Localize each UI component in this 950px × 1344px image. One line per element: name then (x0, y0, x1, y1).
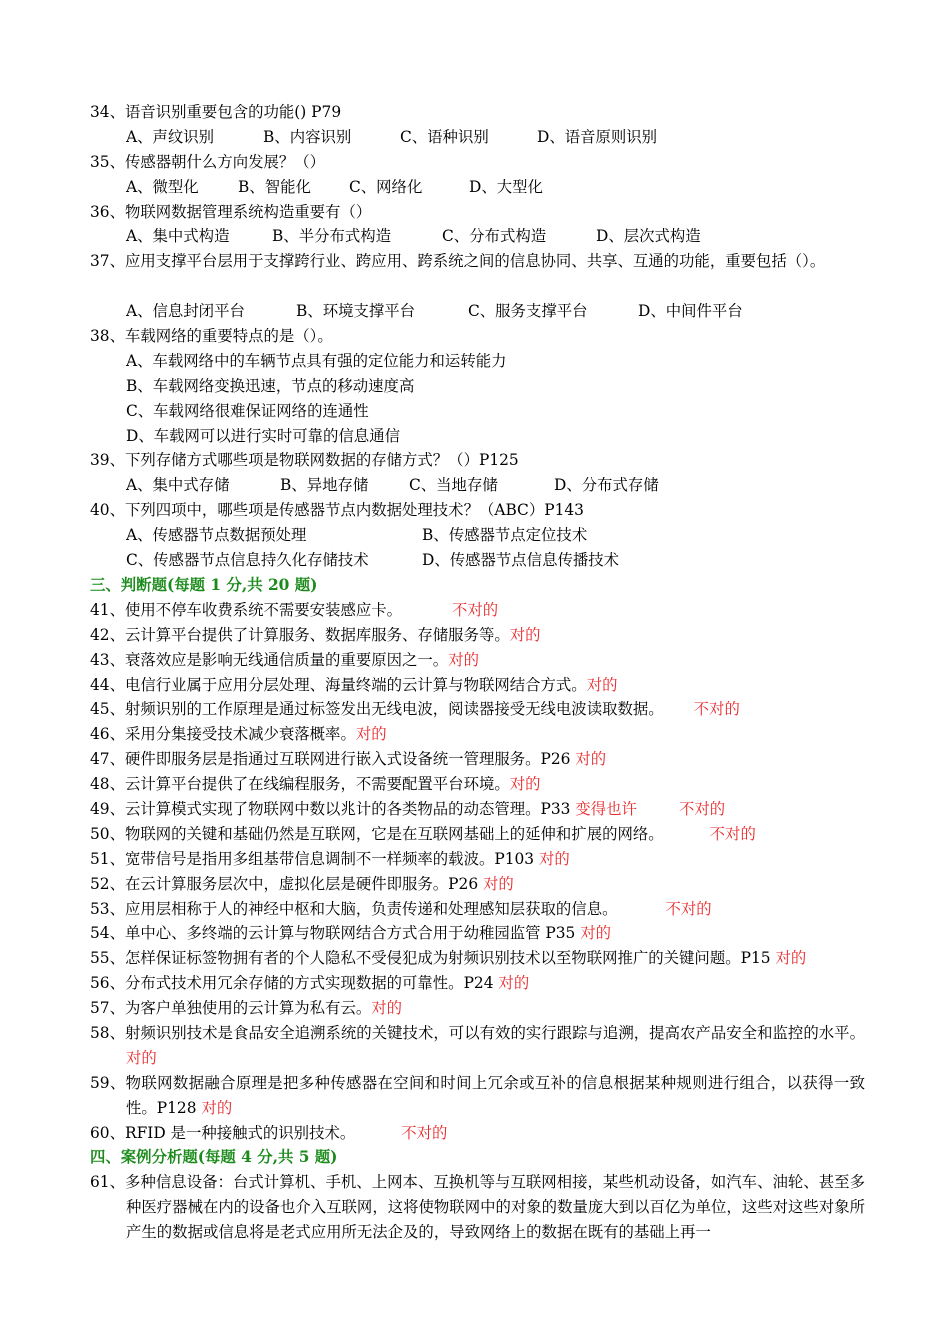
judge-answer: 变得也许 (575, 799, 637, 818)
question-40-options-row1 (90, 523, 865, 548)
option-c: C、服务支撑平台 (468, 302, 588, 321)
judge-text: 43、衰落效应是影响无线通信质量的重要原因之一。 (90, 650, 449, 669)
question-35-options (90, 175, 865, 200)
option-d: D、层次式构造 (596, 227, 701, 246)
judge-48 (90, 772, 865, 797)
judge-answer: 对的 (575, 750, 607, 769)
option-d: D、语音原则识别 (537, 127, 658, 146)
judge-56 (90, 971, 865, 996)
judge-57 (90, 996, 865, 1021)
judge-50 (90, 822, 865, 847)
judge-text: 42、云计算平台提供了计算服务、数据库服务、存储服务等。 (90, 625, 510, 644)
judge-44 (90, 673, 865, 698)
option-a: A、微型化 (126, 177, 199, 196)
judge-53 (90, 897, 865, 922)
option-c: C、车载网络很难保证网络的连通性 (126, 401, 369, 420)
judge-answer: 对的 (509, 625, 541, 644)
judge-text: 48、云计算平台提供了在线编程服务，不需要配置平台环境。 (90, 775, 510, 794)
option-a: A、集中式存储 (126, 476, 230, 495)
option-c: C、传感器节点信息持久化存储技术 (126, 551, 369, 570)
judge-text: 55、怎样保证标签物拥有者的个人隐私不受侵犯成为射频识别技术以至物联网推广的关键问题。P15 (90, 949, 771, 968)
judge-text: 54、单中心、多终端的云计算与物联网结合方式合用于幼稚园监管 P35 (90, 924, 576, 943)
question-61-text: 61、多种信息设备：台式计算机、手机、上网本、互换机等与互联网相接，某些机动设备，如汽车、油轮、甚至多种医疗器械在内的设备也介入互联网，这将使物联网中的对象的数量庞大到以百亿为单位，这些对这些对象所产生的数据或信息将是老式应用所无法企及的，导致网络上的数据在既有的基础上再一 (90, 1173, 865, 1242)
judge-text: 47、硬件即服务层是指通过互联网进行嵌入式设备统一管理服务。P26 (90, 750, 571, 769)
option-a: A、声纹识别 (126, 127, 215, 146)
option-a: A、信息封闭平台 (126, 302, 245, 321)
question-38-stem: 38、车载网络的重要特点的是（）。 (90, 327, 333, 346)
judge-42 (90, 623, 865, 648)
question-40-stem: 40、下列四项中，哪些项是传感器节点内数据处理技术？（ABC）P143 (90, 501, 584, 520)
judge-59 (90, 1071, 865, 1121)
judge-60 (90, 1121, 865, 1146)
judge-52 (90, 872, 865, 897)
judge-58 (90, 1021, 865, 1071)
option-b: B、传感器节点定位技术 (422, 526, 588, 545)
judge-answer: 对的 (371, 999, 403, 1018)
question-39-options (90, 473, 865, 498)
judge-answer: 对的 (498, 974, 530, 993)
judge-answer: 对的 (775, 949, 807, 968)
option-c: C、网络化 (349, 177, 423, 196)
option-a: A、传感器节点数据预处理 (126, 526, 307, 545)
question-36-options (90, 224, 865, 249)
judge-answer: 不对的 (401, 1123, 448, 1142)
judge-51 (90, 847, 865, 872)
option-c: C、当地存储 (409, 476, 498, 495)
question-39-stem: 39、下列存储方式哪些项是物联网数据的存储方式？（）P125 (90, 451, 519, 470)
judge-49 (90, 797, 865, 822)
option-d: D、大型化 (469, 177, 543, 196)
judge-47 (90, 747, 865, 772)
judge-text: 46、采用分集接受技术减少衰落概率。 (90, 725, 356, 744)
question-34-stem: 34、语音识别重要包含的功能() P79 (90, 103, 342, 121)
section-heading-judgement: 三、判断题(每题 1 分,共 20 题) (90, 575, 318, 594)
option-b: B、半分布式构造 (272, 227, 392, 246)
option-b: B、环境支撑平台 (296, 302, 416, 321)
judge-answer: 对的 (201, 1098, 233, 1117)
option-c: C、分布式构造 (442, 227, 547, 246)
judge-55 (90, 946, 865, 971)
judge-answer: 对的 (509, 775, 541, 794)
judge-text: 58、射频识别技术是食品安全追溯系统的关键技术，可以有效的实行跟踪与追溯，提高农产品安全和监控的水平。 (90, 1023, 865, 1042)
question-34-options (90, 125, 865, 150)
question-37-stem: 37、应用支撑平台层用于支撑跨行业、跨应用、跨系统之间的信息协同、共享、互通的功能，重要包括（）。 (90, 252, 826, 271)
judge-text: 57、为客户单独使用的云计算为私有云。 (90, 999, 372, 1018)
option-d: D、分布式存储 (554, 476, 659, 495)
section-heading-case-analysis: 四、案例分析题(每题 4 分,共 5 题) (90, 1148, 338, 1167)
judge-text: 53、应用层相称于人的神经中枢和大脑，负责传递和处理感知层获取的信息。 (90, 899, 618, 918)
judge-answer: 对的 (539, 849, 570, 868)
judge-text: 50、物联网的关键和基础仍然是互联网，它是在互联网基础上的延伸和扩展的网络。 (90, 824, 664, 843)
judge-answer-2: 不对的 (678, 799, 726, 818)
option-d: D、传感器节点信息传播技术 (422, 551, 620, 570)
question-35-stem: 35、传感器朝什么方向发展？（） (90, 152, 326, 171)
option-a: A、车载网络中的车辆节点具有强的定位能力和运转能力 (126, 351, 507, 370)
judge-answer: 对的 (355, 725, 387, 744)
judge-text: 41、使用不停车收费系统不需要安装感应卡。 (90, 600, 403, 619)
option-b: B、内容识别 (263, 127, 352, 146)
judge-43 (90, 648, 865, 673)
document-body (90, 100, 865, 1245)
judge-answer: 不对的 (452, 600, 499, 619)
judge-answer: 不对的 (693, 700, 740, 719)
judge-41 (90, 598, 865, 623)
judge-answer: 不对的 (665, 899, 712, 918)
judge-45 (90, 697, 865, 722)
option-d: D、中间件平台 (638, 302, 743, 321)
judge-answer: 不对的 (709, 824, 756, 843)
judge-text: 44、电信行业属于应用分层处理、海量终端的云计算与物联网结合方式。 (90, 675, 587, 694)
judge-answer: 对的 (448, 650, 479, 669)
judge-46 (90, 722, 865, 747)
option-a: A、集中式构造 (126, 227, 230, 246)
judge-54 (90, 921, 865, 946)
judge-text: 52、在云计算服务层次中，虚拟化层是硬件即服务。P26 (90, 874, 479, 893)
option-d: D、车载网可以进行实时可靠的信息通信 (126, 426, 400, 445)
judge-text: 49、云计算模式实现了物联网中数以兆计的各类物品的动态管理。P33 (90, 799, 571, 818)
judge-text: 60、RFID 是一种接触式的识别技术。 (90, 1123, 356, 1142)
option-c: C、语种识别 (400, 127, 489, 146)
judge-answer: 对的 (580, 924, 612, 943)
option-b: B、车载网络变换迅速，节点的移动速度高 (126, 376, 415, 395)
option-b: B、智能化 (238, 177, 311, 196)
judge-text: 56、分布式技术用冗余存储的方式实现数据的可靠性。P24 (90, 974, 494, 993)
judge-answer: 对的 (483, 874, 514, 893)
judge-text: 59、物联网数据融合原理是把多种传感器在空间和时间上冗余或互补的信息根据某种规则进行组合，以获得一致性。P128 (90, 1073, 865, 1117)
question-40-options-row2 (90, 548, 865, 573)
judge-text: 51、宽带信号是指用多组基带信息调制不一样频率的载波。P103 (90, 849, 535, 868)
question-37-options (90, 299, 865, 324)
judge-answer: 对的 (586, 675, 618, 694)
judge-answer: 对的 (126, 1048, 157, 1067)
question-36-stem: 36、物联网数据管理系统构造重要有（） (90, 202, 372, 221)
judge-text: 45、射频识别的工作原理是通过标签发出无线电波，阅读器接受无线电波读取数据。 (90, 700, 664, 719)
option-b: B、异地存储 (280, 476, 369, 495)
